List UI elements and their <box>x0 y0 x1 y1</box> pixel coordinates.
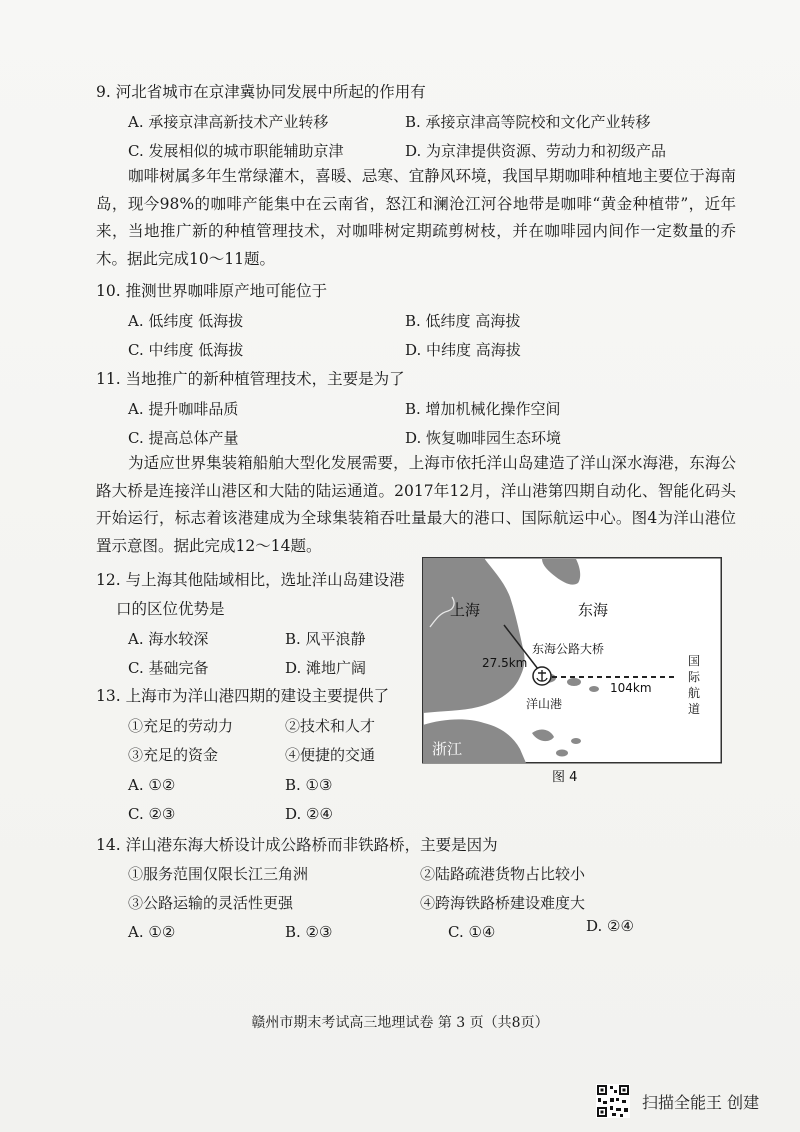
q13-option-c: C. ②③ <box>128 805 176 823</box>
q11-option-d: D. 恢复咖啡园生态环境 <box>405 429 562 447</box>
q9-option-b: B. 承接京津高等院校和文化产业转移 <box>405 113 651 131</box>
q10-option-c: C. 中纬度 低海拔 <box>128 341 244 359</box>
coffee-passage-text: 咖啡树属多年生常绿灌木，喜暖、忌寒、宜静风环境，我国早期咖啡种植地主要位于海南岛，现今98%的咖啡产能集中在云南省，怒江和澜沧江河谷地带是咖啡“黄金种植带”，近年来，当地推广新的种植管理技术，对咖啡树定期疏剪树枝，并在咖啡园内间作一定数量的乔木。据此完成10～11题。 <box>96 167 736 268</box>
q14-stem: 14. 洋山港东海大桥设计成公路桥而非铁路桥，主要是因为 <box>96 836 498 854</box>
q9-option-d: D. 为京津提供资源、劳动力和初级产品 <box>405 142 667 160</box>
q14-option-d: D. ②④ <box>586 917 634 935</box>
label-bridge: 东海公路大桥 <box>532 642 605 656</box>
label-dist2: 104km <box>610 681 652 695</box>
q12-option-b: B. 风平浪静 <box>285 630 366 648</box>
yangshan-island-2 <box>567 678 581 686</box>
q10-option-d: D. 中纬度 高海拔 <box>405 341 521 359</box>
scanner-watermark <box>596 1084 786 1120</box>
q9-option-a: A. 承接京津高新技术产业转移 <box>128 113 329 131</box>
q12-option-a: A. 海水较深 <box>128 630 209 648</box>
island-south-2 <box>556 750 568 757</box>
q11-option-c: C. 提高总体产量 <box>128 429 239 447</box>
q14-statement-4: ④跨海铁路桥建设难度大 <box>420 894 586 912</box>
q11-option-b: B. 增加机械化操作空间 <box>405 400 561 418</box>
qr-code-icon <box>596 1084 630 1118</box>
q13-statement-2: ②技术和人才 <box>285 717 376 735</box>
q11-stem: 11. 当地推广的新种植管理技术，主要是为了 <box>96 370 405 388</box>
q14-statement-2: ②陆路疏港货物占比较小 <box>420 865 586 883</box>
label-route-3: 航 <box>688 686 701 700</box>
q14-statement-3: ③公路运输的灵活性更强 <box>128 894 294 912</box>
q13-statement-3: ③充足的资金 <box>128 746 219 764</box>
q9-option-c: C. 发展相似的城市职能辅助京津 <box>128 142 344 160</box>
q13-option-b: B. ①③ <box>285 776 333 794</box>
q13-option-a: A. ①② <box>128 776 176 794</box>
label-shanghai: 上海 <box>450 601 481 619</box>
island-south-3 <box>571 738 581 744</box>
q9-stem: 9. 河北省城市在京津冀协同发展中所起的作用有 <box>96 83 426 101</box>
coffee-passage <box>96 163 736 273</box>
q10-stem: 10. 推测世界咖啡原产地可能位于 <box>96 282 328 300</box>
q14-option-b: B. ②③ <box>285 923 333 941</box>
scanner-text: 扫描全能王 创建 <box>642 1093 760 1112</box>
q14-option-a: A. ①② <box>128 923 176 941</box>
q14-option-c: C. ①④ <box>448 923 496 941</box>
port-passage-text: 为适应世界集装箱船舶大型化发展需要，上海市依托洋山岛建造了洋山深水海港，东海公路大桥是连接洋山港区和大陆的陆运通道。2017年12月，洋山港第四期自动化、智能化码头开始运行，标志着该港建成为全球集装箱吞吐量最大的港口、国际航运中心。图4为洋山港位置示意图。据此完成12～14题。 <box>96 454 736 555</box>
q12-option-d: D. 滩地广阔 <box>285 659 367 677</box>
q10-option-b: B. 低纬度 高海拔 <box>405 312 521 330</box>
q12-stem-line2: 口的区位优势是 <box>116 600 225 618</box>
yangshan-port-map <box>422 557 722 785</box>
label-donghai: 东海 <box>578 601 609 619</box>
q13-statement-4: ④便捷的交通 <box>285 746 376 764</box>
label-zhejiang: 浙江 <box>432 740 463 758</box>
q13-option-d: D. ②④ <box>285 805 333 823</box>
q13-statement-1: ①充足的劳动力 <box>128 717 234 735</box>
label-route-1: 国 <box>688 654 701 668</box>
yangshan-island-3 <box>589 686 599 692</box>
label-route-4: 道 <box>688 702 701 716</box>
figure-caption: 图 4 <box>552 770 578 785</box>
q11-option-a: A. 提升咖啡品质 <box>128 400 239 418</box>
label-dist1: 27.5km <box>482 656 528 670</box>
q13-stem: 13. 上海市为洋山港四期的建设主要提供了 <box>96 687 390 705</box>
q10-option-a: A. 低纬度 低海拔 <box>128 312 244 330</box>
label-route-2: 际 <box>688 670 701 684</box>
label-yangshan: 洋山港 <box>526 697 563 711</box>
q12-stem-line1: 12. 与上海其他陆域相比，选址洋山岛建设港 <box>96 571 405 589</box>
page-footer: 赣州市期末考试高三地理试卷 第 3 页（共8页） <box>251 1015 549 1031</box>
q12-option-c: C. 基础完备 <box>128 659 209 677</box>
q14-statement-1: ①服务范围仅限长江三角洲 <box>128 865 309 883</box>
port-passage <box>96 450 736 560</box>
